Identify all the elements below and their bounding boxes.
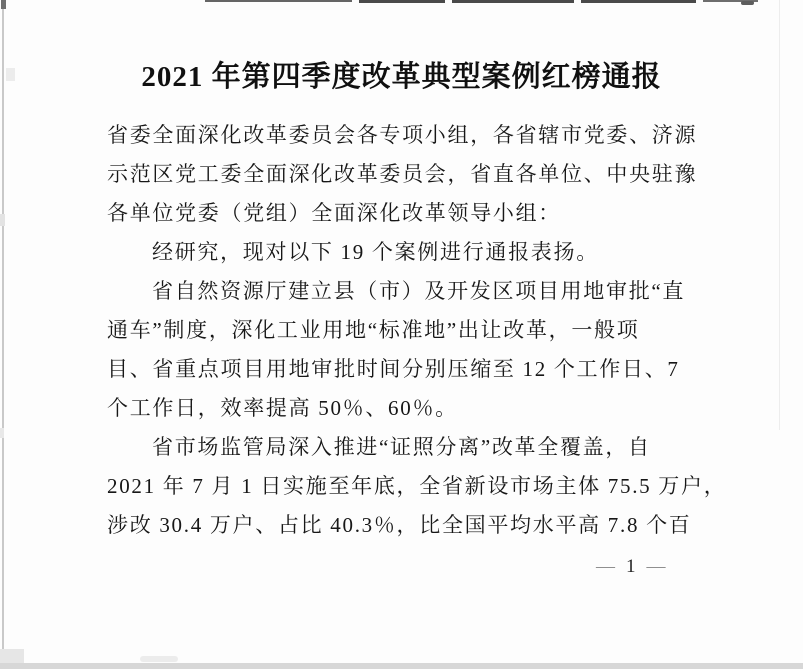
body-line: 2021 年 7 月 1 日实施至年底，全省新设市场主体 75.5 万户， xyxy=(107,474,727,498)
document-body xyxy=(107,116,747,545)
scan-artifact-bottom-edge xyxy=(0,663,803,669)
scan-artifact-top-edge xyxy=(359,0,445,3)
body-line: 通车”制度，深化工业用地“标准地”出让改革，一般项 xyxy=(107,318,640,342)
page-number-dash-left: — xyxy=(596,556,615,577)
scan-artifact-right-edge-line xyxy=(779,0,780,430)
page-number xyxy=(596,556,666,578)
body-line: 目、省重点项目用地审批时间分别压缩至 12 个工作日、7 xyxy=(107,357,680,381)
body-line: 示范区党工委全面深化改革委员会，省直各单位、中央驻豫 xyxy=(107,162,698,186)
body-line: 省委全面深化改革委员会各专项小组，各省辖市党委、济源 xyxy=(107,123,698,147)
scan-artifact-top-mark xyxy=(741,1,754,5)
scan-artifact-top-edge xyxy=(581,0,696,3)
body-line: 经研究，现对以下 19 个案例进行通报表扬。 xyxy=(152,240,599,264)
scan-artifact-top-edge xyxy=(205,0,352,2)
body-line: 个工作日，效率提高 50％、60％。 xyxy=(107,396,458,420)
body-line: 各单位党委（党组）全面深化改革领导小组： xyxy=(107,201,561,225)
scan-artifact-smudge xyxy=(140,656,178,662)
scan-artifact-smudge xyxy=(6,68,15,81)
body-line: 省自然资源厅建立县（市）及开发区项目用地审批“直 xyxy=(152,279,686,303)
page-number-dash-right: — xyxy=(646,556,666,577)
body-line: 涉改 30.4 万户、占比 40.3％，比全国平均水平高 7.8 个百 xyxy=(107,513,692,537)
scan-artifact-corner-mark xyxy=(1,0,6,9)
scan-artifact-smudge xyxy=(0,428,4,438)
page-number-value: 1 xyxy=(626,556,636,577)
scan-artifact-top-edge xyxy=(452,0,574,3)
document-title: 2021 年第四季度改革典型案例红榜通报 xyxy=(141,61,662,93)
body-line: 省市场监管局深入推进“证照分离”改革全覆盖，自 xyxy=(152,435,651,459)
scan-artifact-left-edge-line xyxy=(2,0,4,662)
scan-artifact-smudge xyxy=(0,214,5,226)
